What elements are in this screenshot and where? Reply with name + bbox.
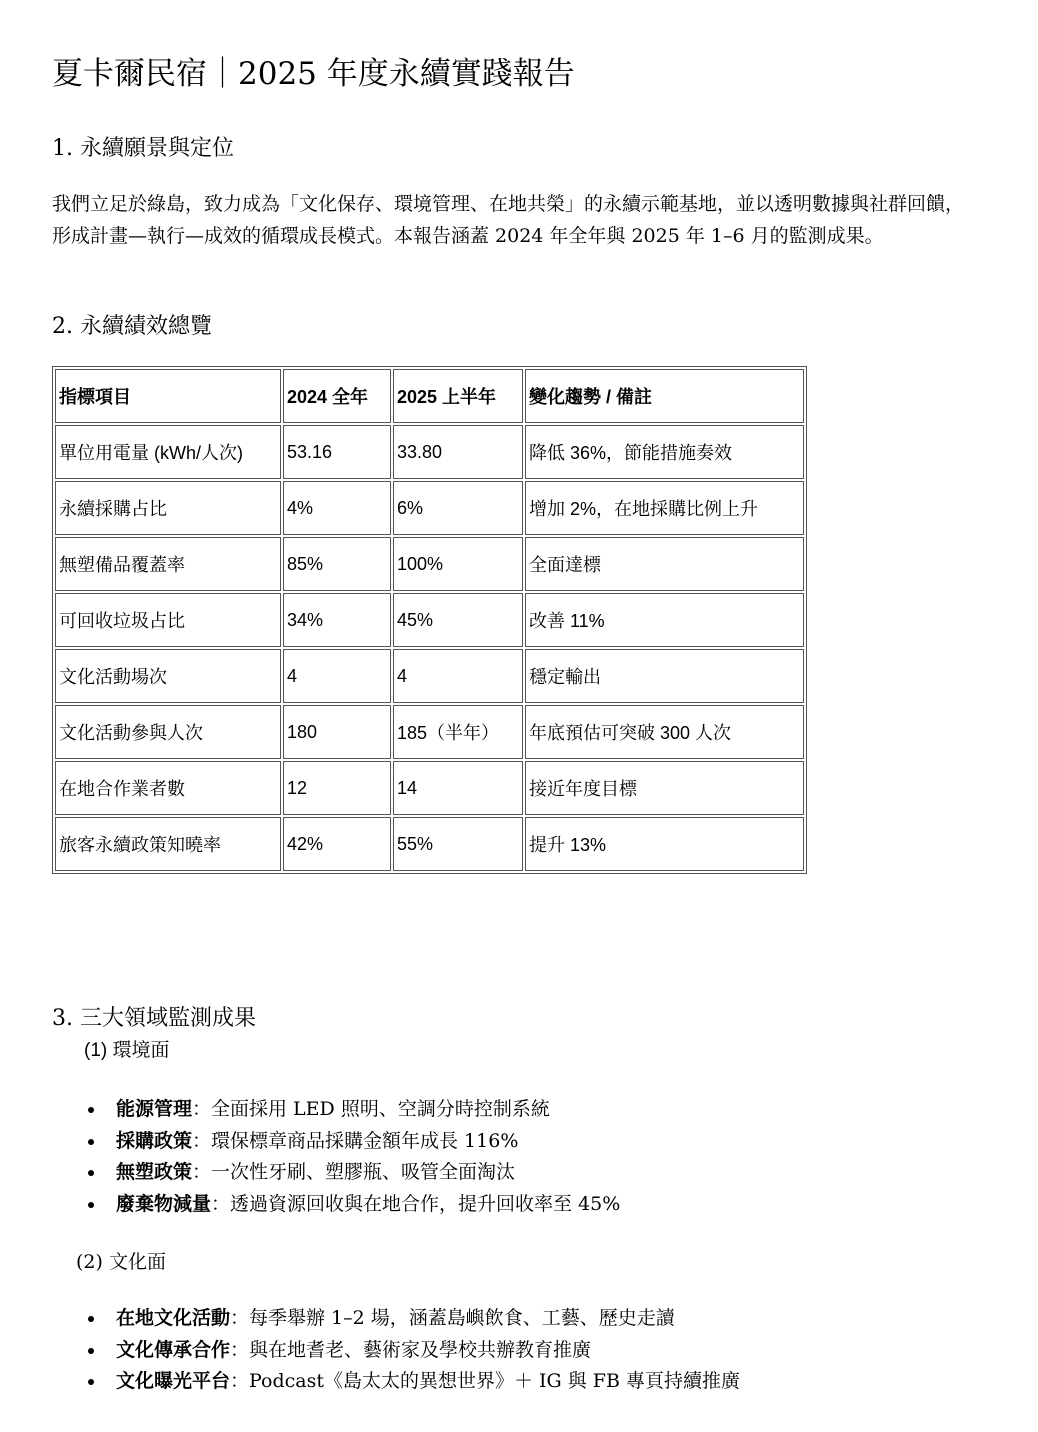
table-cell: 可回收垃圾占比 — [55, 593, 281, 647]
table-cell: 185（半年） — [393, 705, 523, 759]
table-cell: 4% — [283, 481, 391, 535]
list-item — [52, 1366, 740, 1398]
list-item-text: ：全面採用 LED 照明、空調分時控制系統 — [192, 1098, 550, 1120]
table-cell: 接近年度目標 — [525, 761, 804, 815]
table-cell: 6% — [393, 481, 523, 535]
table-cell: 在地合作業者數 — [55, 761, 281, 815]
bullet-icon — [88, 1202, 94, 1208]
bullet-icon — [88, 1170, 94, 1176]
table-cell: 42% — [283, 817, 391, 871]
list-item-term: 廢棄物減量 — [116, 1192, 212, 1215]
table-row — [55, 537, 804, 591]
list-item-term: 能源管理 — [116, 1098, 193, 1120]
table-cell: 34% — [283, 593, 391, 647]
table-row — [55, 649, 804, 703]
culture-list — [52, 1303, 740, 1398]
table-header-cell: 變化趨勢 / 備註 — [525, 369, 804, 423]
list-item-text: ：Podcast《島太太的異想世界》＋ IG 與 FB 專頁持續推廣 — [230, 1370, 740, 1392]
table-cell: 55% — [393, 817, 523, 871]
table-header-cell: 2025 上半年 — [393, 369, 523, 423]
section-1-body: 我們立足於綠島，致力成為「文化保存、環境管理、在地共榮」的永續示範基地，並以透明數據與社群回饋，形成計畫—執行—成效的循環成長模式。本報告涵蓋 2024 年全年與 2025 年 1–6 月的監測成果。 — [52, 193, 965, 247]
table-cell: 提升 13% — [525, 817, 804, 871]
table-cell: 增加 2%，在地採購比例上升 — [525, 481, 804, 535]
list-item — [52, 1094, 620, 1126]
table-row — [55, 593, 804, 647]
table-cell: 降低 36%，節能措施奏效 — [525, 425, 804, 479]
table-cell: 年底預估可突破 300 人次 — [525, 705, 804, 759]
list-item-term: 在地文化活動 — [116, 1307, 231, 1329]
list-item-text: ：透過資源回收與在地合作，提升回收率至 45% — [211, 1192, 621, 1215]
culture-subheading: (2) 文化面 — [76, 1251, 166, 1273]
table-cell: 全面達標 — [525, 537, 804, 591]
bullet-icon — [88, 1348, 94, 1354]
list-item — [52, 1126, 620, 1158]
table-header-cell: 2024 全年 — [283, 369, 391, 423]
table-cell: 100% — [393, 537, 523, 591]
bullet-icon — [88, 1316, 94, 1322]
table-cell: 33.80 — [393, 425, 523, 479]
document-title: 夏卡爾民宿｜2025 年度永續實踐報告 — [52, 56, 575, 92]
table-cell: 12 — [283, 761, 391, 815]
table-cell: 旅客永續政策知曉率 — [55, 817, 281, 871]
table-cell: 180 — [283, 705, 391, 759]
list-item-term: 採購政策 — [116, 1129, 193, 1152]
table-cell: 無塑備品覆蓋率 — [55, 537, 281, 591]
table-cell: 4 — [283, 649, 391, 703]
table-cell: 4 — [393, 649, 523, 703]
table-cell: 穩定輸出 — [525, 649, 804, 703]
table-cell: 45% — [393, 593, 523, 647]
list-item-text: ：環保標章商品採購金額年成長 116% — [192, 1129, 519, 1152]
table-row — [55, 705, 804, 759]
table-cell: 53.16 — [283, 425, 391, 479]
list-item — [52, 1335, 740, 1367]
list-item-term: 文化曝光平台 — [116, 1370, 231, 1392]
table-cell: 文化活動場次 — [55, 649, 281, 703]
table-row — [55, 761, 804, 815]
table-row — [55, 481, 804, 535]
list-item — [52, 1157, 620, 1189]
table-header-cell: 指標項目 — [55, 369, 281, 423]
section-3-heading: 3. 三大領域監測成果 — [52, 1006, 256, 1031]
table-header-row — [55, 369, 804, 423]
list-item — [52, 1189, 620, 1221]
table-row — [55, 425, 804, 479]
bullet-icon — [88, 1139, 94, 1145]
table-cell: 14 — [393, 761, 523, 815]
bullet-icon — [88, 1379, 94, 1385]
table-cell: 永續採購占比 — [55, 481, 281, 535]
environment-list — [52, 1094, 620, 1220]
list-item-text: ：一次性牙刷、塑膠瓶、吸管全面淘汰 — [192, 1161, 516, 1183]
table-row — [55, 817, 804, 871]
table-cell: 文化活動參與人次 — [55, 705, 281, 759]
performance-table — [52, 366, 807, 874]
section-1-heading: 1. 永續願景與定位 — [52, 136, 234, 161]
table-cell: 改善 11% — [525, 593, 804, 647]
list-item-text: ：每季舉辦 1–2 場，涵蓋島嶼飲食、工藝、歷史走讀 — [230, 1307, 675, 1329]
bullet-icon — [88, 1107, 94, 1113]
list-item — [52, 1303, 740, 1335]
environment-subheading: (1) 環境面 — [84, 1040, 170, 1061]
list-item-text: ：與在地耆老、藝術家及學校共辦教育推廣 — [230, 1338, 592, 1361]
table-cell: 85% — [283, 537, 391, 591]
section-2-heading: 2. 永續績效總覽 — [52, 314, 212, 339]
list-item-term: 無塑政策 — [116, 1161, 193, 1183]
table-cell: 單位用電量 (kWh/人次) — [55, 425, 281, 479]
list-item-term: 文化傳承合作 — [116, 1338, 231, 1361]
